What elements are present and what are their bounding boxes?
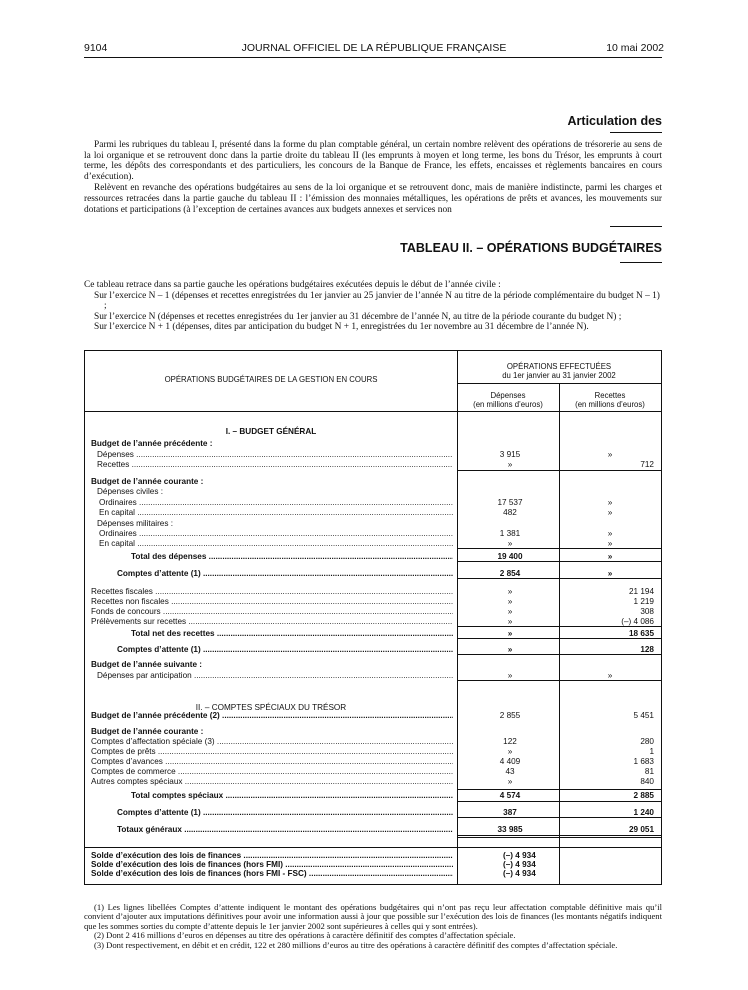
recettes-cell: 128 <box>640 645 654 654</box>
table-row <box>85 508 661 518</box>
recettes-cell: 18 635 <box>628 629 654 638</box>
intro-item-1: Sur l’exercice N – 1 (dépenses et recettes enregistrées du 1er janvier au 25 janvier de l’année N au titre de la période complémentaire du budget N – 1) ; <box>94 290 660 312</box>
issue-date: 10 mai 2002 <box>606 42 664 54</box>
depenses-cell: » <box>507 460 513 469</box>
journal-title: JOURNAL OFFICIEL DE LA RÉPUBLIQUE FRANÇAISE <box>241 42 507 54</box>
recettes-cell: 29 051 <box>628 825 654 834</box>
table-row <box>85 519 661 529</box>
section-comptes-speciaux: II. – COMPTES SPÉCIAUX DU TRÉSOR <box>195 703 347 712</box>
depenses-cell: 387 <box>503 808 517 817</box>
col-head-recettes: Recettes <box>594 391 626 400</box>
recettes-cell: 840 <box>640 777 654 786</box>
row-label: Autres comptes spéciaux ..... <box>91 777 453 787</box>
row-label: Fonds de concours ..... <box>91 607 453 617</box>
table-row <box>85 777 661 787</box>
footnote-3: (3) Dont respectivement, en débit et en crédit, 122 et 280 millions d’euros au titre des opérations à caractère définitif des comptes d’affectation spéciale. <box>94 939 618 950</box>
recettes-cell: » <box>607 529 613 538</box>
depenses-cell: 3 915 <box>499 450 521 459</box>
depenses-cell: » <box>507 629 513 638</box>
figure-rule-7 <box>457 654 661 655</box>
section-title-rule <box>610 132 662 133</box>
recettes-cell: 1 <box>649 747 654 756</box>
depenses-cell: 17 537 <box>497 498 523 507</box>
figure-rule-8 <box>457 680 661 681</box>
depenses-cell: 122 <box>503 737 517 746</box>
table-row <box>85 660 661 670</box>
figure-rule-1 <box>457 470 661 471</box>
table-row <box>85 460 661 470</box>
row-label: Recettes fiscales ..... <box>91 587 453 597</box>
table-intro <box>84 280 662 333</box>
row-label: Prélèvements sur recettes ..... <box>91 617 453 627</box>
col-head-depenses: Dépenses <box>490 391 526 400</box>
paragraph-end-rule <box>610 226 662 227</box>
table-row <box>85 587 661 597</box>
recettes-cell: » <box>607 569 613 578</box>
table-title: TABLEAU II. – OPÉRATIONS BUDGÉTAIRES <box>400 241 662 255</box>
intro-item-2: Sur l’exercice N (dépenses et recettes enregistrées du 1er janvier au 31 décembre de l’année N, au titre de la période courante du budget N) ; <box>94 311 622 322</box>
depenses-cell: 2 854 <box>499 569 521 578</box>
row-label: En capital ..... <box>99 508 453 518</box>
row-label: Totaux généraux ..... <box>117 825 453 835</box>
col-head-depenses-unit: (en millions d’euros) <box>473 400 543 409</box>
row-label: Budget de l’année précédente : <box>91 439 213 448</box>
depenses-cell: 4 409 <box>499 757 521 766</box>
solde-label: Solde d’exécution des lois de finances ..... <box>91 851 453 861</box>
depenses-cell: 2 855 <box>499 711 521 720</box>
table-row <box>85 597 661 607</box>
figure-rule-5 <box>457 626 661 627</box>
depenses-cell: 482 <box>503 508 517 517</box>
figure-rule-13 <box>457 837 661 838</box>
table-row <box>85 727 661 737</box>
row-label: Total comptes spéciaux ..... <box>131 791 453 801</box>
depenses-cell: 43 <box>505 767 515 776</box>
depenses-cell: 4 574 <box>499 791 521 800</box>
recettes-cell: » <box>607 508 613 517</box>
articulation-text <box>84 140 662 215</box>
solde-row <box>85 869 661 879</box>
depenses-cell: » <box>507 607 513 616</box>
row-label: Comptes d’attente (1) ..... <box>117 569 453 579</box>
table-row <box>85 747 661 757</box>
depenses-cell: 1 381 <box>499 529 521 538</box>
table-row <box>85 791 661 801</box>
depenses-cell: » <box>507 747 513 756</box>
row-label: Comptes d’attente (1) ..... <box>117 645 453 655</box>
intro-lead: Ce tableau retrace dans sa partie gauche les opérations budgétaires exécutées depuis le début de l’année civile : <box>84 280 501 290</box>
recettes-cell: 1 240 <box>633 808 654 817</box>
recettes-cell: » <box>607 498 613 507</box>
table-row <box>85 498 661 508</box>
recettes-cell: 21 194 <box>628 587 654 596</box>
row-label: Total net des recettes ..... <box>131 629 453 639</box>
table-row <box>85 757 661 767</box>
solde-label: Solde d’exécution des lois de finances (hors FMI) ..... <box>91 860 453 870</box>
page-number: 9104 <box>84 42 108 54</box>
header-rule <box>84 57 662 58</box>
recettes-cell: 308 <box>640 607 654 616</box>
solde-value: (–) 4 934 <box>503 869 536 878</box>
table-row <box>85 711 661 721</box>
row-label: Comptes de prêts ..... <box>91 747 453 757</box>
footnote-1: (1) Les lignes libellées Comptes d’attente indiquent le montant des opérations budgétaires qui n’ont pas reçu leur affectation comptable définitive mais qu’il convient d’ajouter aux imputations définitives pour avoir une information aussi à jour que possible sur l’exécution des lois de finances (les montants négatifs indiquent que les sommes sorties du compte d’attente depuis le 1er janvier 2002 sont supérieures à celles qui y sont entrées). <box>84 902 662 931</box>
depenses-cell: 33 985 <box>497 825 523 834</box>
table-title-rule <box>620 262 662 263</box>
section-title: Articulation des <box>567 114 662 128</box>
row-label: Dépenses militaires : <box>97 519 173 528</box>
col-head-group-2: du 1er janvier au 31 janvier 2002 <box>502 371 616 380</box>
recettes-cell: 1 219 <box>633 597 654 606</box>
recettes-cell: » <box>607 539 613 548</box>
row-label: Comptes d’affectation spéciale (3) ..... <box>91 737 453 747</box>
table-row <box>85 529 661 539</box>
recettes-cell: 712 <box>640 460 654 469</box>
solde-value: (–) 4 934 <box>503 851 536 860</box>
section-budget-general: I. – BUDGET GÉNÉRAL <box>225 427 317 436</box>
col-head-group-1: OPÉRATIONS EFFECTUÉES <box>506 362 612 371</box>
table-row <box>85 450 661 460</box>
table-row <box>85 477 661 487</box>
row-label: Budget de l’année suivante : <box>91 660 203 669</box>
table-row <box>85 767 661 777</box>
figure-rule-12 <box>457 835 661 836</box>
figure-rule-9 <box>457 789 661 790</box>
table-row <box>85 439 661 449</box>
figure-rule-6 <box>457 638 661 639</box>
recettes-cell: 280 <box>640 737 654 746</box>
footnote-2: (2) Dont 2 416 millions d’euros en dépenses au titre des opérations à caractère définitif des comptes d’affectation spéciale. <box>94 930 516 941</box>
depenses-cell: » <box>507 645 513 654</box>
row-label: Recettes ..... <box>97 460 453 470</box>
operations-table <box>84 350 662 885</box>
table-row <box>85 825 661 835</box>
col-head-recettes-unit: (en millions d’euros) <box>575 400 645 409</box>
row-label: Comptes de commerce ..... <box>91 767 453 777</box>
recettes-cell: » <box>607 552 613 561</box>
figure-rule-2 <box>457 548 661 549</box>
figure-rule-11 <box>457 817 661 818</box>
row-label: Budget de l’année courante : <box>91 727 204 736</box>
recettes-cell: 5 451 <box>633 711 654 720</box>
figure-rule-4 <box>457 578 661 579</box>
row-label: Dépenses ..... <box>97 450 453 460</box>
col-head-operations: OPÉRATIONS BUDGÉTAIRES DE LA GESTION EN COURS <box>164 375 378 384</box>
row-label: Budget de l’année précédente (2) ..... <box>91 711 453 721</box>
row-label: Dépenses civiles : <box>97 487 163 496</box>
recettes-cell: » <box>607 671 613 680</box>
row-label: Total des dépenses ..... <box>131 552 453 562</box>
paragraph-2: Relèvent en revanche des opérations budgétaires au sens de la loi organique et se retrouvent donc, mais de manière indistincte, parmi les charges et ressources retracées dans la partie gauche du tableau II : l’émission des monnaies métalliques, les opérations de prêts et avances, les mouvements sur dotations et participations (à l’exception de certaines avances aux budgets annexes et services non <box>84 183 662 215</box>
table-row <box>85 737 661 747</box>
row-label: Recettes non fiscales ..... <box>91 597 453 607</box>
recettes-cell: 1 683 <box>633 757 654 766</box>
depenses-cell: » <box>507 671 513 680</box>
header-rule-inner <box>457 383 661 384</box>
depenses-cell: » <box>507 539 513 548</box>
figure-rule-3 <box>457 561 661 562</box>
soldes-rule <box>85 847 661 848</box>
table-row <box>85 607 661 617</box>
row-label: Ordinaires ..... <box>99 529 453 539</box>
recettes-cell: 81 <box>644 767 654 776</box>
row-label: Budget de l’année courante : <box>91 477 204 486</box>
solde-label: Solde d’exécution des lois de finances (hors FMI - FSC) ..... <box>91 869 453 879</box>
recettes-cell: (–) 4 086 <box>621 617 654 626</box>
depenses-cell: » <box>507 777 513 786</box>
recettes-cell: 2 885 <box>633 791 654 800</box>
figure-rule-10 <box>457 801 661 802</box>
row-label: Ordinaires ..... <box>99 498 453 508</box>
row-label: En capital ..... <box>99 539 453 549</box>
depenses-cell: » <box>507 587 513 596</box>
header-rule-bottom <box>85 411 661 412</box>
solde-value: (–) 4 934 <box>503 860 536 869</box>
depenses-cell: » <box>507 617 513 626</box>
depenses-cell: » <box>507 597 513 606</box>
intro-item-3: Sur l’exercice N + 1 (dépenses, dites par anticipation du budget N + 1, enregistrées du 1er novembre au 31 décembre de l’année N). <box>94 322 589 333</box>
table-row <box>85 487 661 497</box>
row-label: Comptes d’attente (1) ..... <box>117 808 453 818</box>
recettes-cell: » <box>607 450 613 459</box>
paragraph-1: Parmi les rubriques du tableau I, présenté dans la forme du plan comptable général, un certain nombre relèvent des opérations de trésorerie au sens de la loi organique et se retrouvent donc dans la partie droite du tableau II (les emprunts à moyen et long terme, les bons du Trésor, les emprunts à court terme, les dépôts des correspondants et des particuliers, les concours de la Banque de France, les effets, encaisses et règlements bancaires en cours d’exécution). <box>84 140 662 182</box>
row-label: Comptes d’avances ..... <box>91 757 453 767</box>
footnotes <box>84 903 662 950</box>
depenses-cell: 19 400 <box>497 552 523 561</box>
row-label: Dépenses par anticipation ..... <box>97 671 453 681</box>
